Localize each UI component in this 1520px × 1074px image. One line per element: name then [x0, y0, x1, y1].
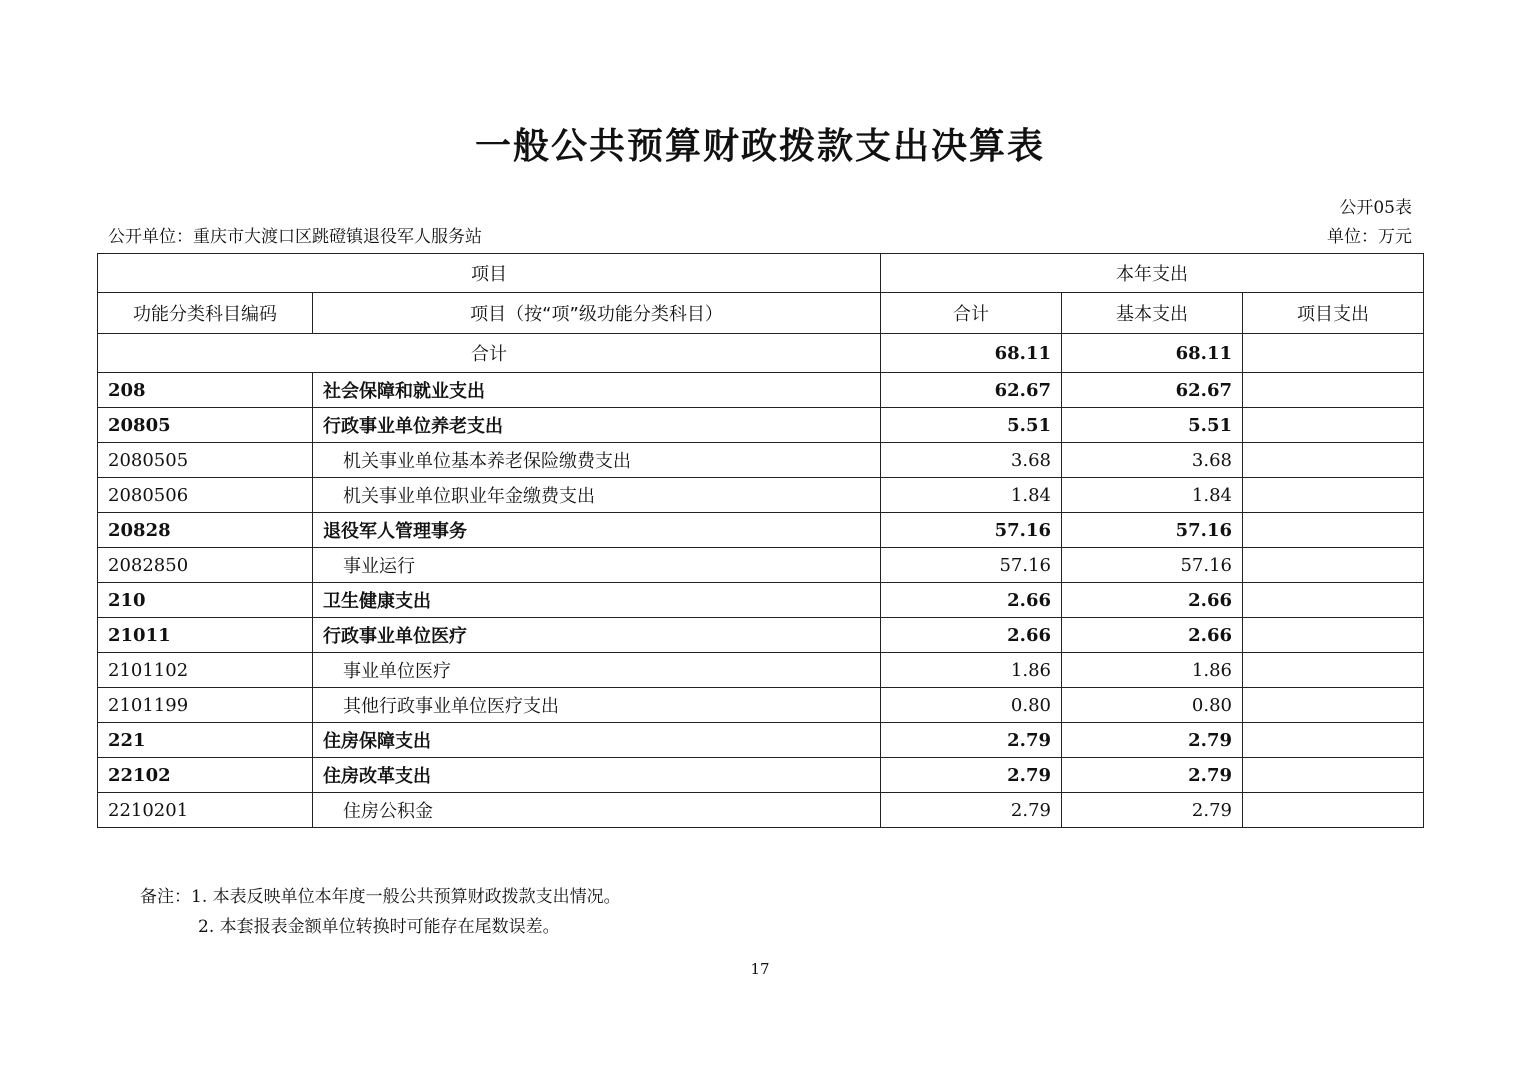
row-code: 21011 — [98, 618, 313, 653]
table-row — [98, 408, 1424, 443]
table-row — [98, 373, 1424, 408]
row-name: 住房公积金 — [313, 793, 881, 828]
header-basic: 基本支出 — [1062, 293, 1243, 334]
currency-unit: 单位：万元 — [1327, 227, 1412, 247]
row-name: 机关事业单位职业年金缴费支出 — [313, 478, 881, 513]
row-basic: 62.67 — [1062, 373, 1243, 408]
row-total: 2.66 — [881, 618, 1062, 653]
row-basic: 2.66 — [1062, 618, 1243, 653]
header-project: 项目 — [98, 254, 881, 293]
row-code: 2101199 — [98, 688, 313, 723]
row-total: 62.67 — [881, 373, 1062, 408]
header-code: 功能分类科目编码 — [98, 293, 313, 334]
row-name: 住房保障支出 — [313, 723, 881, 758]
row-total: 57.16 — [881, 548, 1062, 583]
row-basic: 5.51 — [1062, 408, 1243, 443]
row-basic: 1.86 — [1062, 653, 1243, 688]
row-basic: 2.79 — [1062, 723, 1243, 758]
row-code: 2210201 — [98, 793, 313, 828]
row-code: 208 — [98, 373, 313, 408]
notes — [140, 882, 621, 942]
row-basic: 2.79 — [1062, 793, 1243, 828]
row-name: 住房改革支出 — [313, 758, 881, 793]
row-total: 5.51 — [881, 408, 1062, 443]
header-current-year: 本年支出 — [881, 254, 1424, 293]
row-basic: 3.68 — [1062, 443, 1243, 478]
row-program — [1243, 373, 1424, 408]
row-total: 1.84 — [881, 478, 1062, 513]
table-row — [98, 688, 1424, 723]
row-name: 社会保障和就业支出 — [313, 373, 881, 408]
budget-table — [97, 253, 1424, 828]
row-total: 2.79 — [881, 723, 1062, 758]
row-basic: 57.16 — [1062, 513, 1243, 548]
table-row — [98, 478, 1424, 513]
row-name: 事业单位医疗 — [313, 653, 881, 688]
row-program — [1243, 793, 1424, 828]
row-total: 2.79 — [881, 793, 1062, 828]
row-code: 210 — [98, 583, 313, 618]
row-code: 22102 — [98, 758, 313, 793]
note-line-2: 2. 本套报表金额单位转换时可能存在尾数误差。 — [198, 917, 560, 937]
row-program — [1243, 548, 1424, 583]
row-code: 2082850 — [98, 548, 313, 583]
note-line-1: 备注：1. 本表反映单位本年度一般公共预算财政拨款支出情况。 — [140, 887, 621, 907]
row-total: 1.86 — [881, 653, 1062, 688]
total-row — [98, 334, 1424, 373]
row-program — [1243, 408, 1424, 443]
reporting-unit: 公开单位：重庆市大渡口区跳磴镇退役军人服务站 — [108, 227, 482, 247]
header-name: 项目（按“项”级功能分类科目） — [313, 293, 881, 334]
row-total: 2.79 — [881, 758, 1062, 793]
row-name: 事业运行 — [313, 548, 881, 583]
table-row — [98, 548, 1424, 583]
table-row — [98, 793, 1424, 828]
row-program — [1243, 653, 1424, 688]
row-total: 3.68 — [881, 443, 1062, 478]
row-code: 2080505 — [98, 443, 313, 478]
row-name: 机关事业单位基本养老保险缴费支出 — [313, 443, 881, 478]
row-code: 221 — [98, 723, 313, 758]
row-total: 57.16 — [881, 513, 1062, 548]
row-basic: 0.80 — [1062, 688, 1243, 723]
table-row — [98, 583, 1424, 618]
row-program — [1243, 758, 1424, 793]
table-row — [98, 758, 1424, 793]
row-name: 卫生健康支出 — [313, 583, 881, 618]
row-code: 2101102 — [98, 653, 313, 688]
table-row — [98, 653, 1424, 688]
table-row — [98, 443, 1424, 478]
row-program — [1243, 618, 1424, 653]
row-code: 20828 — [98, 513, 313, 548]
row-code: 2080506 — [98, 478, 313, 513]
row-program — [1243, 688, 1424, 723]
row-name: 行政事业单位医疗 — [313, 618, 881, 653]
row-program — [1243, 478, 1424, 513]
table-row — [98, 618, 1424, 653]
total-basic: 68.11 — [1062, 334, 1243, 373]
row-name: 行政事业单位养老支出 — [313, 408, 881, 443]
header-total: 合计 — [881, 293, 1062, 334]
total-program — [1243, 334, 1424, 373]
header-row-2 — [98, 293, 1424, 334]
row-code: 20805 — [98, 408, 313, 443]
row-total: 0.80 — [881, 688, 1062, 723]
header-program: 项目支出 — [1243, 293, 1424, 334]
table-row — [98, 723, 1424, 758]
header-row-1 — [98, 254, 1424, 293]
page-title: 一般公共预算财政拨款支出决算表 — [474, 126, 1045, 167]
row-program — [1243, 583, 1424, 618]
row-program — [1243, 443, 1424, 478]
row-name: 退役军人管理事务 — [313, 513, 881, 548]
row-basic: 1.84 — [1062, 478, 1243, 513]
row-name: 其他行政事业单位医疗支出 — [313, 688, 881, 723]
row-basic: 2.66 — [1062, 583, 1243, 618]
table-row — [98, 513, 1424, 548]
page-number: 17 — [750, 960, 770, 978]
total-total: 68.11 — [881, 334, 1062, 373]
row-program — [1243, 513, 1424, 548]
row-program — [1243, 723, 1424, 758]
row-basic: 2.79 — [1062, 758, 1243, 793]
total-label: 合计 — [98, 334, 881, 373]
form-number: 公开05表 — [1339, 198, 1412, 218]
row-basic: 57.16 — [1062, 548, 1243, 583]
row-total: 2.66 — [881, 583, 1062, 618]
